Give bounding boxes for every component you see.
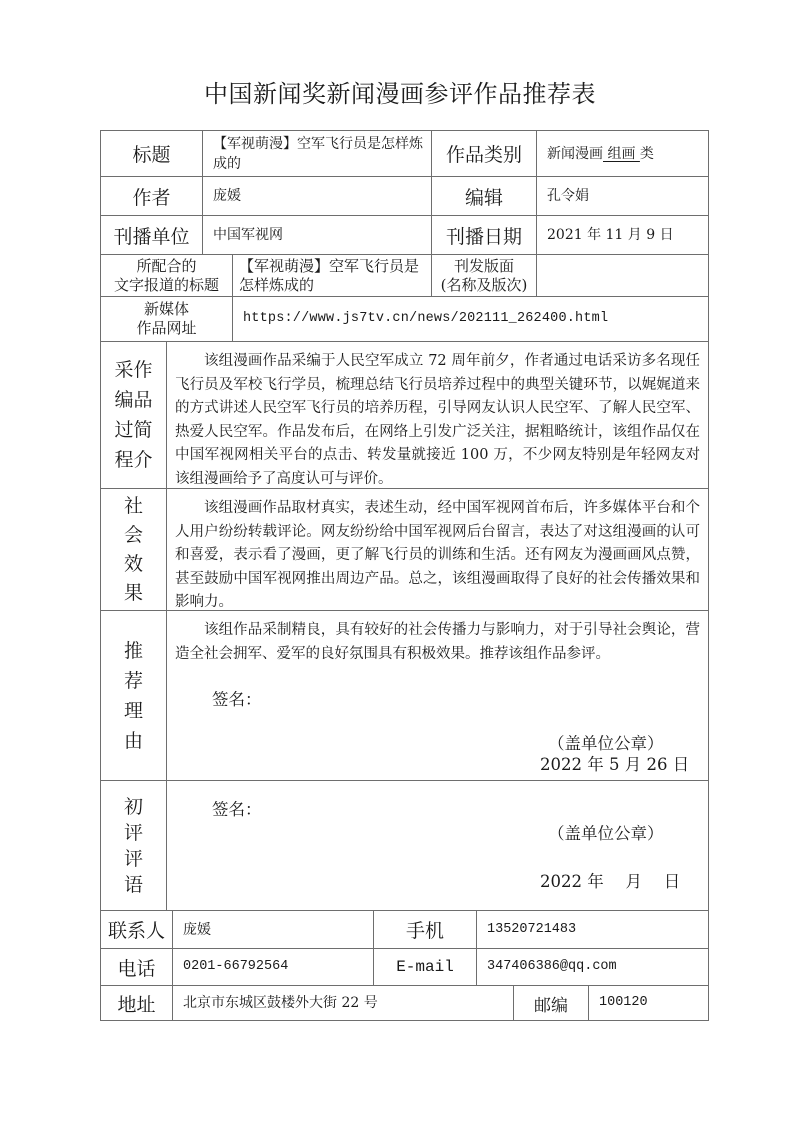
reason-date: 2022 年 5 月 26 日 — [540, 755, 690, 774]
zip-value-text: 100120 — [599, 995, 648, 1010]
contact-value-text: 庞媛 — [183, 921, 211, 938]
zip-value — [588, 985, 709, 1021]
effect-label-line: 社 — [123, 494, 143, 517]
related-value — [232, 254, 432, 297]
category-prefix: 新闻漫画 — [547, 145, 603, 162]
layout-value — [536, 254, 709, 297]
date-label — [431, 215, 537, 255]
contact-label-text: 联系人 — [107, 920, 165, 942]
process-label — [100, 341, 167, 489]
process-text: 该组漫画作品采编于人民空军成立 72 周年前夕，作者通过电话采访多名现任飞行员及军校飞行学员，梳理总结飞行员培养过程中的典型关键环节，以娓娓道来的方式讲述人民空军飞行员的培养历程，引导网友认识人民空军、了解人民空军、热爱人民空军。作品发布后，在网络上引发广泛关注，据粗略统计，该组作品仅在中国军视网相关平台的点击、转发量就接近 100 万，不少网友特别是年轻网友对该组漫画给予了高度认可与评价。 — [175, 353, 700, 487]
url-label — [100, 296, 233, 342]
phone-label — [100, 948, 173, 986]
layout-label — [431, 254, 537, 297]
phone-label-text: 电话 — [117, 957, 156, 980]
reason-seal: （盖单位公章） — [548, 734, 664, 753]
date-value — [536, 215, 709, 255]
phone-value-text: 0201-66792564 — [183, 959, 289, 974]
editor-label-text: 编辑 — [464, 186, 503, 209]
contact-label — [100, 910, 173, 949]
review-label — [100, 780, 167, 911]
process-label-line: 编品 — [114, 389, 153, 411]
effect-label-line: 果 — [123, 581, 143, 604]
process-label-line: 过简 — [114, 419, 153, 441]
review-signature[interactable]: 签名： — [212, 800, 262, 819]
effect-content — [166, 488, 709, 611]
address-label-text: 地址 — [117, 993, 156, 1016]
category-suffix: 类 — [639, 145, 654, 162]
editor-value — [536, 176, 709, 216]
publisher-label-text: 刊播单位 — [113, 225, 190, 248]
title-label-text: 标题 — [132, 144, 171, 166]
reason-label-line: 荐 — [123, 669, 143, 692]
date-label-text: 刊播日期 — [445, 225, 522, 248]
url-value[interactable] — [232, 296, 709, 342]
publisher-value-text: 中国军视网 — [213, 227, 283, 243]
effect-label-line: 会 — [123, 523, 143, 546]
email-label-text: E-mail — [396, 958, 454, 976]
related-label-line-1: 所配合的 — [136, 256, 197, 275]
effect-label — [100, 488, 167, 611]
phone-value — [172, 948, 374, 986]
address-label — [100, 985, 173, 1021]
review-date: 2022 年 月 日 — [540, 872, 681, 891]
document-title: 中国新闻奖新闻漫画参评作品推荐表 — [204, 80, 596, 108]
editor-label — [431, 176, 537, 216]
author-value-text: 庞媛 — [213, 188, 241, 204]
mobile-value — [476, 910, 709, 949]
category-value — [536, 130, 709, 177]
effect-text: 该组漫画作品取材真实，表述生动，经中国军视网首布后，许多媒体平台和个人用户纷纷转载评论。网友纷纷给中国军视网后台留言，表达了对这组漫画的认可和喜爱，表示看了漫画，更了解飞行员的训练和生活。还有网友为漫画画风点赞，甚至鼓励中国军视网推出周边产品。总之，该组漫画取得了良好的社会传播效果和影响力。 — [175, 500, 700, 610]
category-label — [431, 130, 537, 177]
reason-label — [100, 610, 167, 781]
author-label-text: 作者 — [132, 186, 171, 209]
title-label — [100, 130, 203, 177]
process-label-line: 程介 — [114, 449, 153, 471]
category-label-text: 作品类别 — [445, 144, 522, 166]
zip-label — [513, 985, 589, 1021]
contact-value — [172, 910, 374, 949]
title-value — [202, 130, 432, 177]
date-value-text: 2021 年 11 月 9 日 — [547, 227, 674, 243]
editor-value-text: 孔令娟 — [547, 188, 589, 204]
mobile-label-text: 手机 — [405, 920, 444, 942]
related-value-text: 【军视萌漫】空军飞行员是怎样炼成的 — [239, 256, 420, 294]
author-label — [100, 176, 203, 216]
url-link[interactable]: https://www.js7tv.cn/news/202111_262400.html — [243, 311, 609, 326]
reason-label-line: 由 — [123, 729, 143, 752]
reason-label-line: 理 — [123, 699, 143, 722]
effect-label-line: 效 — [123, 552, 143, 575]
layout-label-line-1: 刊发版面 — [453, 256, 514, 275]
process-label-line: 采作 — [114, 359, 153, 381]
publisher-label — [100, 215, 203, 255]
email-link[interactable]: 347406386@qq.com — [487, 959, 617, 974]
url-label-line-2: 作品网址 — [136, 319, 197, 337]
address-value — [172, 985, 514, 1021]
review-seal: （盖单位公章） — [548, 824, 664, 843]
zip-label-text: 邮编 — [534, 995, 568, 1016]
related-label-line-2: 文字报道的标题 — [113, 275, 219, 294]
process-content — [166, 341, 709, 489]
title-value-text: 【军视萌漫】空军飞行员是怎样炼成的 — [213, 135, 423, 172]
mobile-label — [373, 910, 477, 949]
url-label-line-1: 新媒体 — [143, 300, 189, 318]
reason-signature[interactable]: 签名： — [212, 690, 262, 709]
email-label — [373, 948, 477, 986]
address-value-text: 北京市东城区鼓楼外大街 22 号 — [183, 995, 378, 1011]
related-label — [100, 254, 233, 297]
reason-label-line: 推 — [123, 639, 143, 662]
mobile-value-text: 13520721483 — [487, 921, 577, 937]
author-value — [202, 176, 432, 216]
category-fill: 组画 — [603, 145, 640, 162]
email-value[interactable] — [476, 948, 709, 986]
review-label-line: 语 — [123, 873, 143, 896]
review-label-line: 评 — [123, 821, 143, 844]
review-label-line: 初 — [123, 795, 143, 818]
reason-text: 该组作品采制精良，具有较好的社会传播力与影响力，对于引导社会舆论，营造全社会拥军、爱军的良好氛围具有积极效果。推荐该组作品参评。 — [175, 622, 700, 662]
layout-label-line-2: (名称及版次) — [440, 275, 528, 294]
review-label-line: 评 — [123, 847, 143, 870]
publisher-value — [202, 215, 432, 255]
